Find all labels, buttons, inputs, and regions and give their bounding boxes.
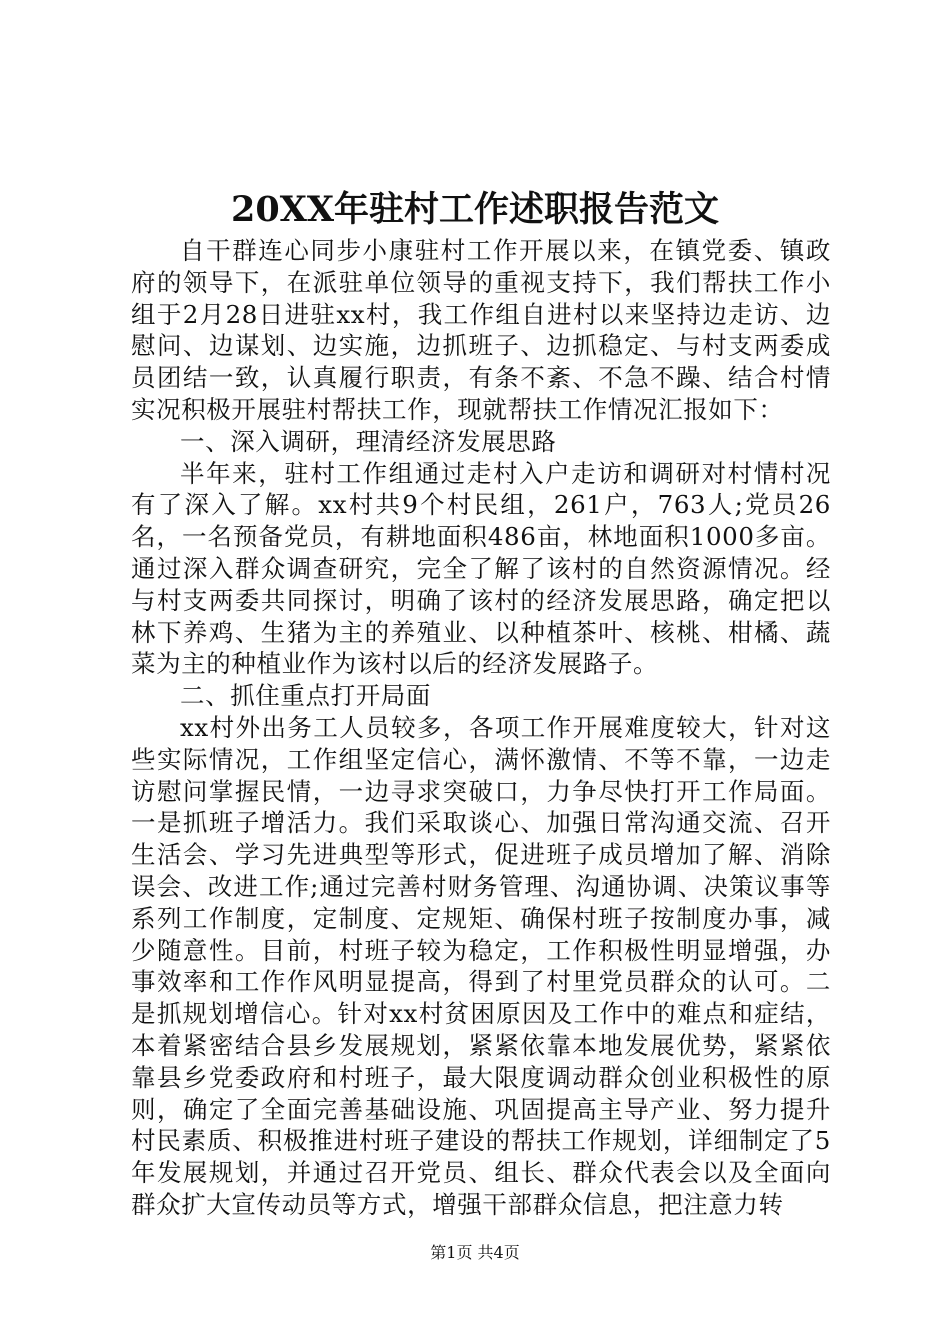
paragraph-section-1: 半年来，驻村工作组通过走村入户走访和调研对村情村况有了深入了解。xx村共9个村民组，261户，763人;党员26名，一名预备党员，有耕地面积486亩，林地面积1000多亩。通过深入群众调查研究，完全了解了该村的自然资源情况。经与村支两委共同探讨，明确了该村的经济发展思路，确定把以林下养鸡、生猪为主的养殖业、以种植茶叶、核桃、柑橘、蔬菜为主的种植业作为该村以后的经济发展路子。 xyxy=(131,458,831,679)
page-number-footer: 第1页 共4页 xyxy=(430,1243,520,1262)
paragraph-intro: 自干群连心同步小康驻村工作开展以来，在镇党委、镇政府的领导下，在派驻单位领导的重视支持下，我们帮扶工作小组于2月28日进驻xx村，我工作组自进村以来坚持边走访、边慰问、边谋划、边实施，边抓班子、边抓稳定、与村支两委成员团结一致，认真履行职责，有条不紊、不急不躁、结合村情实况积极开展驻村帮扶工作，现就帮扶工作情况汇报如下： xyxy=(131,236,831,424)
section-heading-2: 二、抓住重点打开局面 xyxy=(180,681,431,711)
section-heading-1: 一、深入调研，理清经济发展思路 xyxy=(180,426,557,456)
paragraph-section-2: xx村外出务工人员较多，各项工作开展难度较大，针对这些实际情况，工作组坚定信心，满怀激情、不等不靠，一边走访慰问掌握民情，一边寻求突破口，力争尽快打开工作局面。一是抓班子增活力。我们采取谈心、加强日常沟通交流、召开生活会、学习先进典型等形式，促进班子成员增加了解、消除误会、改进工作;通过完善村财务管理、沟通协调、决策议事等系列工作制度，定制度、定规矩、确保村班子按制度办事，减少随意性。目前，村班子较为稳定，工作积极性明显增强，办事效率和工作作风明显提高，得到了村里党员群众的认可。二是抓规划增信心。针对xx村贫困原因及工作中的难点和症结，本着紧密结合县乡发展规划，紧紧依靠本地发展优势，紧紧依靠县乡党委政府和村班子，最大限度调动群众创业积极性的原则，确定了全面完善基础设施、巩固提高主导产业、努力提升村民素质、积极推进村班子建设的帮扶工作规划，详细制定了5年发展规划，并通过召开党员、组长、群众代表会以及全面向群众扩大宣传动员等方式，增强干部群众信息，把注意力转 xyxy=(131,712,831,1219)
document-body xyxy=(131,235,831,1221)
document-title: 20XX年驻村工作述职报告范文 xyxy=(230,189,720,230)
